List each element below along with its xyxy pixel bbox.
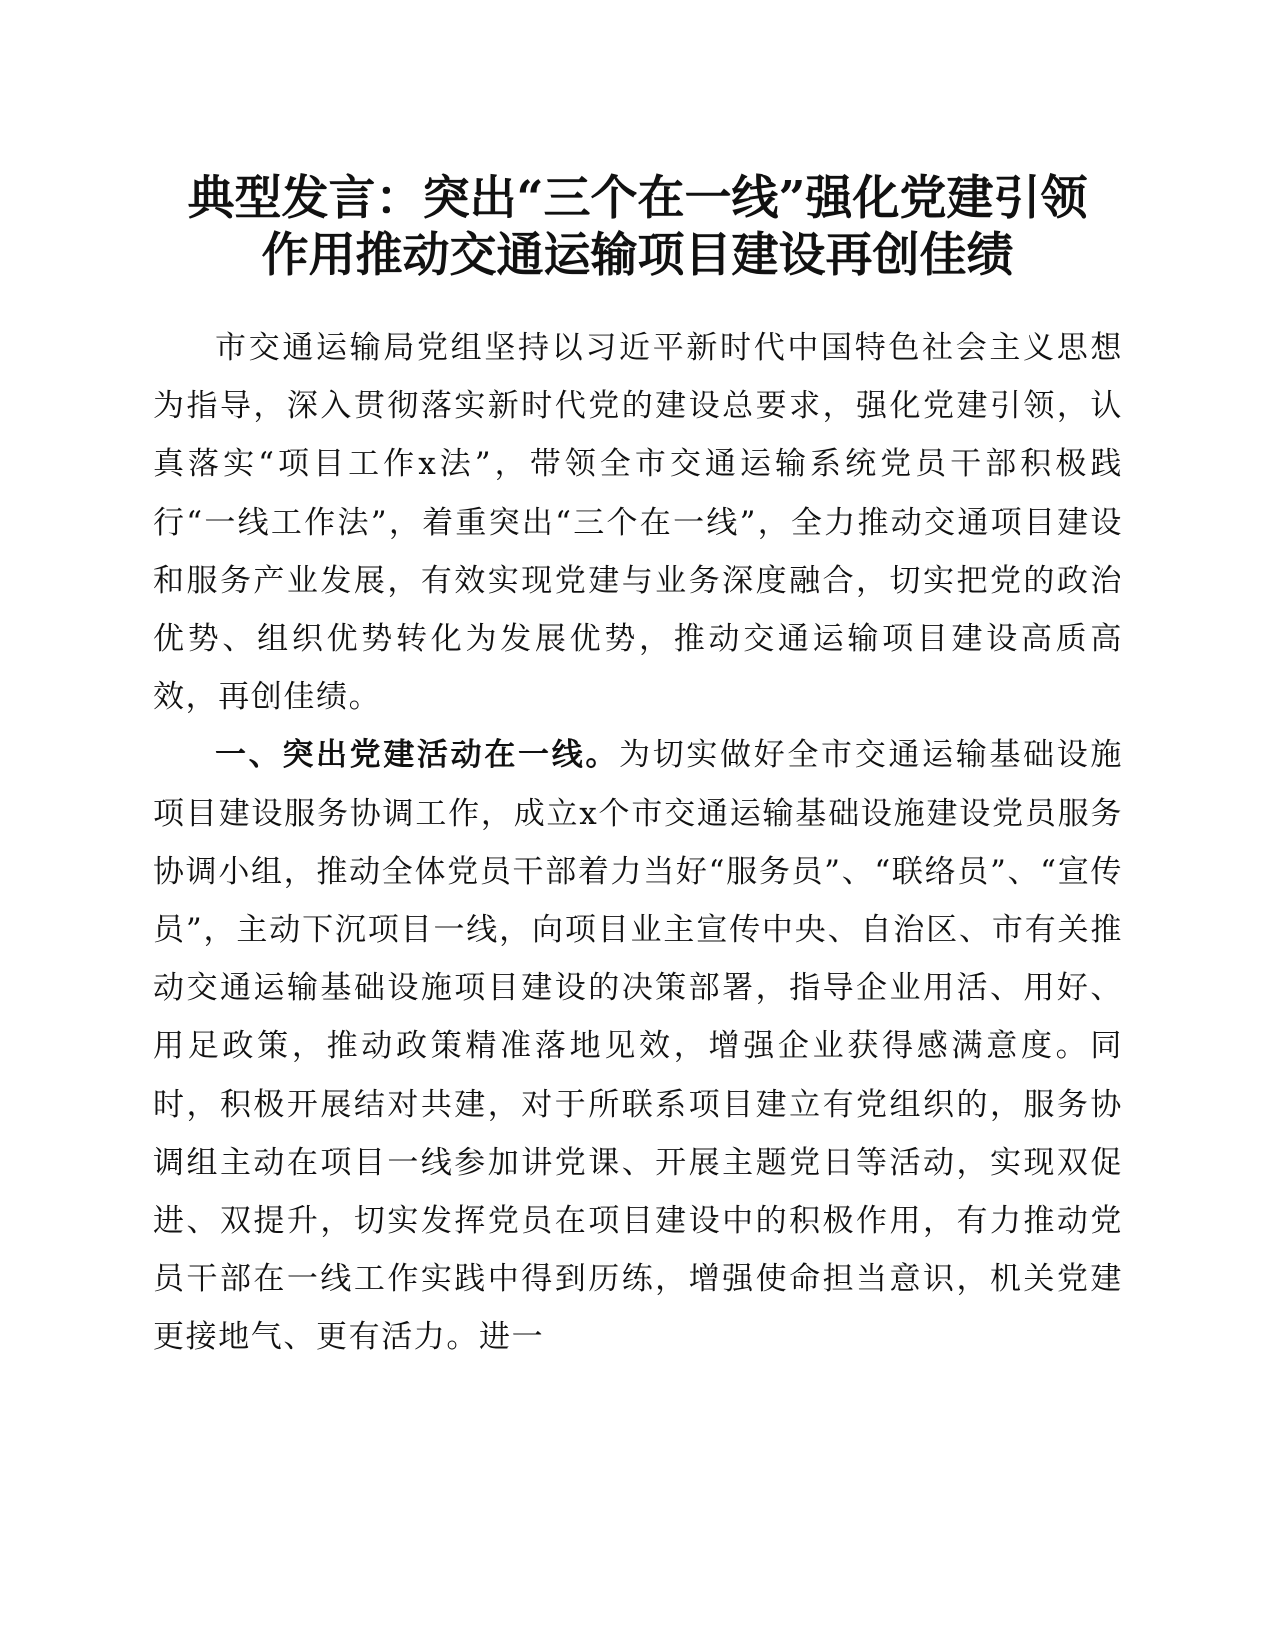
- document-title: [140, 170, 1135, 284]
- section-1-heading: 一、突出党建活动在一线。: [215, 737, 620, 774]
- title-line-1: 典型发言：突出“三个在一线”强化党建引领: [187, 171, 1088, 226]
- title-line-2: 作用推动交通运输项目建设再创佳绩: [261, 228, 1014, 283]
- intro-paragraph: 市交通运输局党组坚持以习近平新时代中国特色社会主义思想为指导，深入贯彻落实新时代党的建设总要求，强化党建引领，认真落实“项目工作x法”，带领全市交通运输系统党员干部积极践行“一线工作法”，着重突出“三个在一线”，全力推动交通项目建设和服务产业发展，有效实现党建与业务深度融合，切实把党的政治优势、组织优势转化为发展优势，推动交通运输项目建设高质高效，再创佳绩。: [153, 330, 1123, 716]
- section-1-text: 为切实做好全市交通运输基础设施项目建设服务协调工作，成立x个市交通运输基础设施建设党员服务协调小组，推动全体党员干部着力当好“服务员”、“联络员”、“宣传员”，主动下沉项目一线，向项目业主宣传中央、自治区、市有关推动交通运输基础设施项目建设的决策部署，指导企业用活、用好、用足政策，推动政策精准落地见效，增强企业获得感满意度。同时，积极开展结对共建，对于所联系项目建立有党组织的，服务协调组主动在项目一线参加讲党课、开展主题党日等活动，实现双促进、双提升，切实发挥党员在项目建设中的积极作用，有力推动党员干部在一线工作实践中得到历练，增强使命担当意识，机关党建更接地气、更有活力。进一: [153, 737, 1124, 1356]
- document-body: [153, 319, 1123, 1367]
- section-1-paragraph: [153, 726, 1123, 1366]
